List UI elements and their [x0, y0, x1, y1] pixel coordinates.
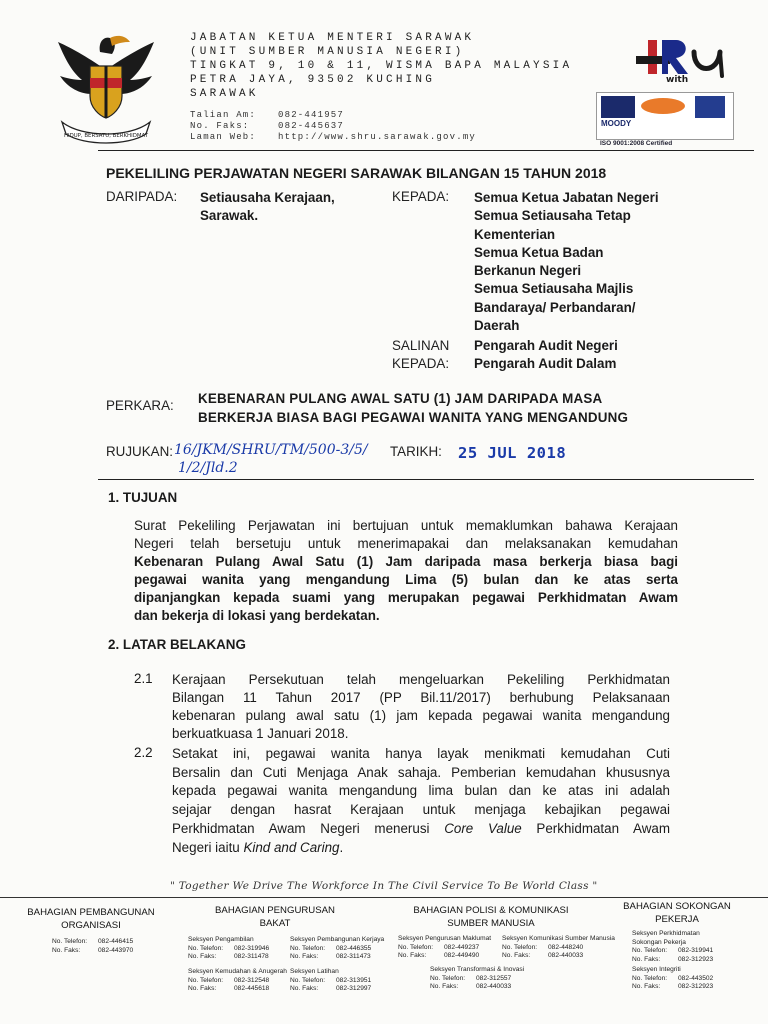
rujukan-hand-line: 1/2/Jld.2	[178, 460, 238, 476]
section-2-heading: 2. LATAR BELAKANG	[108, 637, 246, 652]
circular-title: PEKELILING PERJAWATAN NEGERI SARAWAK BILANGAN 15 TAHUN 2018	[106, 165, 607, 181]
section-1-line: Negeri telah bersetuju untuk menerimapakai dan melaksanakan kemudahan	[134, 536, 678, 551]
kepada-line: Semua Setiausaha Majlis	[474, 281, 634, 297]
footer-col3-heading-line: SUMBER MANUSIA	[447, 918, 535, 929]
letterhead-line-4: PETRA JAYA, 93502 KUCHING	[190, 74, 436, 86]
sarawak-crest-logo	[52, 30, 160, 148]
footer-unit-tel: No. Telefon: 082-443502	[632, 974, 714, 982]
footer-unit-name: Seksyen Pengambilan	[188, 936, 254, 943]
footer-col3-heading	[396, 904, 586, 930]
footer-unit	[188, 968, 287, 994]
footer-col4-heading	[612, 900, 742, 926]
footer-col1-contacts	[52, 938, 133, 955]
footer-unit-fax: No. Faks: 082-440033	[430, 983, 512, 991]
kepada-line: Semua Ketua Badan	[474, 244, 604, 260]
section-1-line: Surat Pekeliling Perjawatan ini bertujuan untuk memaklumkan bahawa Kerajaan	[134, 518, 678, 533]
footer-col2-heading	[196, 904, 354, 930]
footer-motto: " Together We Drive The Workforce In The Civil Service To Be World Class "	[170, 880, 598, 892]
rujukan-label: RUJUKAN:	[106, 444, 173, 459]
contact-fax	[190, 121, 344, 131]
section-1-line: Kebenaran Pulang Awal Satu (1) Jam daripada masa berkerja biasa bagi	[134, 554, 678, 569]
para-2-2-line: kepada pegawai wanita mengandung lima bulan dan ke atas ini adalah	[172, 783, 670, 799]
footer-tel-value: 082-446415	[98, 938, 134, 945]
footer-unit	[632, 966, 713, 992]
salinan-line: Pengarah Audit Dalam	[474, 356, 617, 371]
daripada-value	[200, 189, 335, 225]
footer-unit-fax: No. Faks: 082-445618	[188, 985, 270, 993]
italic-term: Core Value	[444, 820, 522, 836]
iso-certification-logos	[596, 92, 734, 140]
footer-unit-tel: No. Telefon: 082-449237	[398, 943, 480, 951]
kepada-line: Berkanun Negeri	[474, 263, 582, 279]
para-2-2-line: Setakat ini, pegawai wanita hanya layak menikmati kemudahan Cuti	[172, 746, 670, 761]
footer-unit-name: Seksyen Pembangunan Kerjaya	[290, 936, 385, 943]
footer-unit-name: Seksyen Komunikasi Sumber Manusia	[502, 935, 615, 942]
salinan-recipients	[474, 337, 618, 373]
footer-col1-heading	[22, 906, 160, 932]
kepada-line: Daerah	[474, 318, 520, 334]
perkara-subject	[198, 389, 628, 427]
footer-tel-label: No. Telefon:	[52, 938, 88, 945]
footer-unit	[188, 936, 269, 962]
para-2-1-line: berkuatkuasa 1 Januari 2018.	[172, 726, 349, 741]
crest-ribbon-text: HIDUP, BERSATU, BERKHIDMAT	[63, 133, 149, 139]
section-1-heading: 1. TUJUAN	[108, 490, 178, 505]
daripada-label: DARIPADA:	[106, 189, 178, 204]
para-2-2-line: sejajar dengan hasrat Kerajaan untuk menjaga kebajikan pegawai	[172, 802, 670, 818]
italic-term: Kind and Caring	[243, 839, 340, 855]
section-1-line: dipanjangkan kepada suami yang merupakan pegawai Perkhidmatan Awam	[134, 590, 678, 605]
salinan-label	[392, 337, 449, 373]
letterhead-line-2: (UNIT SUMBER MANUSIA NEGERI)	[190, 46, 465, 58]
para-2-1-line: kebenaran pulang awal satu (1) jam kepada pegawai wanita mengandung	[172, 708, 670, 723]
footer-unit-name: Seksyen Integriti	[632, 966, 681, 973]
contact-fax-value: 082-445637	[278, 121, 345, 131]
section-1-lines	[134, 517, 678, 625]
rujukan-hand-line: 16/JKM/SHRU/TM/500-3/5/	[174, 442, 368, 458]
footer-unit-tel: No. Telefon: 082-312548	[188, 976, 270, 984]
footer-unit	[398, 935, 491, 961]
footer-col1-heading-line: BAHAGIAN PEMBANGUNAN	[27, 907, 155, 918]
salinan-line: Pengarah Audit Negeri	[474, 338, 618, 353]
footer-unit-tel: No. Telefon: 082-319941	[632, 947, 714, 955]
hr-with-u-logo	[632, 34, 742, 86]
footer-col4-heading-line: PEKERJA	[655, 914, 699, 925]
contact-phone	[190, 110, 344, 120]
tarikh-date-stamp: 25 JUL 2018	[458, 444, 567, 462]
kepada-line: Kementerian	[474, 226, 556, 242]
section-1-line: dan bekerja di lokasi yang berdekatan.	[134, 608, 380, 623]
iso-certified-text: ISO 9001:2008 Certified	[600, 140, 673, 147]
section-1-line: pegawai wanita yang mengandung Lima (5) bulan dan ke atas serta	[134, 572, 678, 587]
contact-web-value: http://www.shru.sarawak.gov.my	[278, 132, 477, 142]
footer-unit-name: Seksyen Pengurusan Maklumat	[398, 935, 492, 942]
footer-unit	[290, 936, 384, 962]
footer-fax-label: No. Faks:	[52, 946, 81, 954]
footer-col2-heading-line: BAHAGIAN PENGURUSAN	[215, 905, 335, 916]
footer-unit-fax: No. Faks: 082-440033	[502, 952, 584, 960]
footer-unit-name: Seksyen Perkhidmatan	[632, 930, 700, 937]
letterhead-line-3: TINGKAT 9, 10 & 11, WISMA BAPA MALAYSIA	[190, 60, 573, 72]
contact-phone-label: Talian Am:	[190, 110, 257, 120]
footer-col4-heading-line: BAHAGIAN SOKONGAN	[623, 901, 731, 912]
footer-unit-fax: No. Faks: 082-312923	[632, 983, 714, 991]
kepada-line: Semua Setiausaha Tetap	[474, 208, 631, 224]
footer-unit	[430, 966, 524, 992]
ukas-mark-icon	[695, 96, 725, 118]
para-2-2-line: Negeri iaitu Kind and Caring.	[172, 839, 344, 855]
footer-unit-tel: No. Telefon: 082-319946	[188, 944, 270, 952]
standards-seal-icon	[641, 98, 685, 114]
footer-unit-tel: No. Telefon: 082-446355	[290, 944, 372, 952]
kepada-line: Bandaraya/ Perbandaran/	[474, 299, 636, 315]
footer-unit-tel: No. Telefon: 082-312557	[430, 974, 512, 982]
footer-unit	[502, 935, 615, 961]
footer-unit-name: Seksyen Kemudahan & Anugerah	[188, 968, 287, 975]
moody-mark-icon	[601, 96, 635, 118]
kepada-recipients	[474, 189, 659, 335]
footer-col1-heading-line: ORGANISASI	[61, 920, 121, 931]
para-2-2-number: 2.2	[134, 745, 153, 760]
hr-logo-with-text: with	[666, 75, 689, 85]
footer-col2-heading-line: BAKAT	[259, 918, 291, 929]
tarikh-label: TARIKH:	[390, 444, 442, 459]
perkara-line: KEBENARAN PULANG AWAL SATU (1) JAM DARIPADA MASA	[198, 391, 603, 406]
letterhead-divider	[98, 150, 754, 151]
kepada-label: KEPADA:	[392, 189, 450, 204]
footer-unit	[290, 968, 371, 994]
contact-web	[190, 132, 476, 142]
para-2-1-number: 2.1	[134, 671, 153, 686]
footer-divider	[0, 897, 768, 898]
footer-unit-name: Seksyen Transformasi & Inovasi	[430, 966, 525, 973]
footer-unit-fax: No. Faks: 082-312997	[290, 985, 372, 993]
para-2-1-line: Bilangan 11 Tahun 2017 (PP Bil.11/2017) berhubung Pelaksanaan	[172, 690, 670, 705]
kepada-line: Semua Ketua Jabatan Negeri	[474, 190, 659, 205]
para-2-2-line: Perkhidmatan Awam Negeri menerusi Core Value Perkhidmatan Awam	[172, 820, 670, 836]
daripada-line: Sarawak.	[200, 208, 259, 223]
footer-unit-tel: No. Telefon: 082-448240	[502, 943, 584, 951]
section-1-paragraph	[134, 517, 678, 625]
perkara-line: BERKERJA BIASA BAGI PEGAWAI WANITA YANG MENGANDUNG	[198, 410, 629, 425]
footer-unit-fax: No. Faks: 082-449490	[398, 952, 480, 960]
para-2-1-text	[172, 671, 670, 743]
footer-unit-tel: No. Telefon: 082-313951	[290, 976, 372, 984]
rujukan-handwritten-reference	[174, 441, 368, 477]
contact-web-label: Laman Web:	[190, 132, 257, 142]
contact-phone-value: 082-441957	[278, 110, 345, 120]
para-2-2-text	[172, 745, 670, 857]
footer-unit	[632, 930, 713, 964]
footer-unit-name: Seksyen Latihan	[290, 968, 339, 975]
daripada-line: Setiausaha Kerajaan,	[200, 190, 335, 205]
para-2-2-line: Bersalin dan Cuti Menjaga Anak sahaja. Pemberian kemudahan khususnya	[172, 764, 670, 780]
salinan-label-line: SALINAN	[392, 338, 450, 353]
footer-fax-value: 082-443970	[98, 946, 134, 954]
para-2-1-line: Kerajaan Persekutuan telah mengeluarkan Pekeliling Perkhidmatan	[172, 672, 670, 687]
letterhead-line-1: JABATAN KETUA MENTERI SARAWAK	[190, 32, 475, 44]
salinan-label-line: KEPADA:	[392, 356, 450, 371]
perkara-label: PERKARA:	[106, 398, 174, 413]
footer-col3-heading-line: BAHAGIAN POLISI & KOMUNIKASI	[413, 905, 569, 916]
header-divider	[98, 479, 754, 480]
footer-unit-fax: No. Faks: 082-311478	[188, 953, 269, 961]
contact-fax-label: No. Faks:	[190, 121, 250, 131]
footer-unit-fax: No. Faks: 082-311473	[290, 953, 371, 961]
footer-unit-name: Sokongan Pekerja	[632, 938, 686, 946]
footer-unit-fax: No. Faks: 082-312923	[632, 955, 714, 963]
cert-moody-text: MOODY	[601, 119, 632, 128]
letterhead-line-5: SARAWAK	[190, 88, 259, 100]
